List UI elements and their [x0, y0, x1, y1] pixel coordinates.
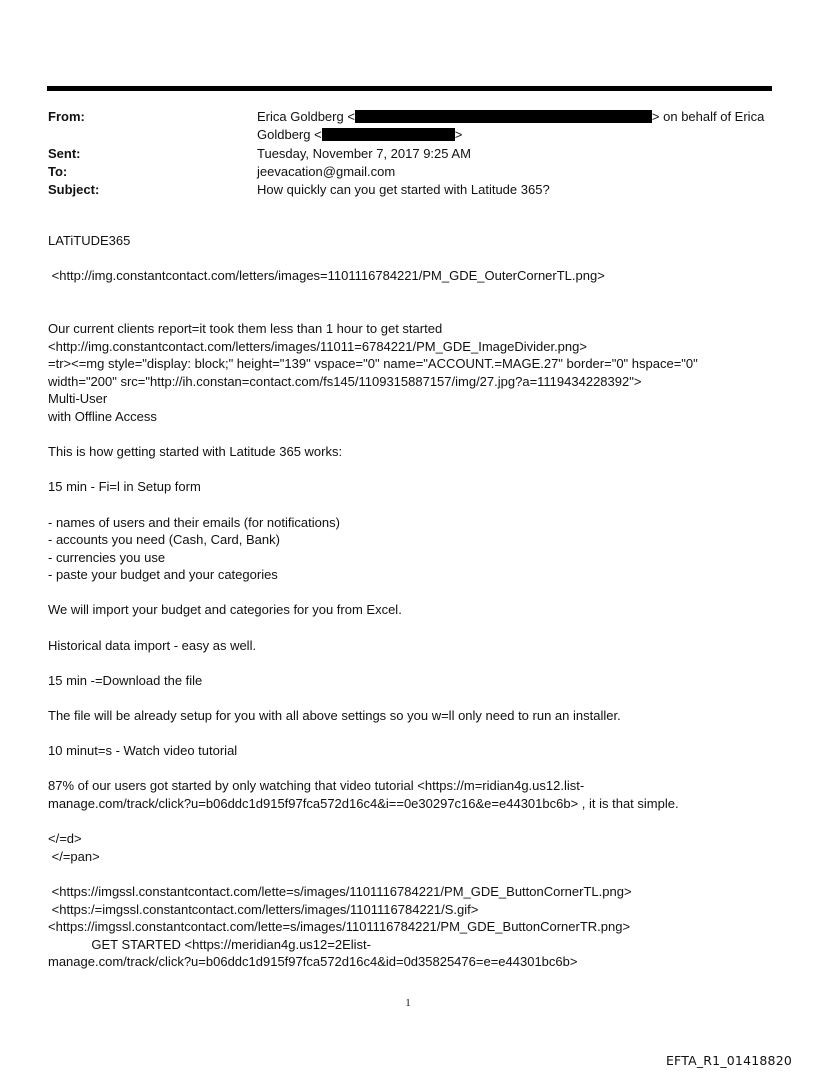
body-line: with Offline Access [48, 408, 157, 424]
brand-line: LATiTUDE365 [48, 233, 131, 248]
image-link-line: <http://img.constantcontact.com/letters/images/11011=6784221/PM_GDE_ImageDivider.png> [48, 338, 587, 354]
list-item: - accounts you need (Cash, Card, Bank) [48, 532, 280, 548]
body-line: manage.com/track/click?u=b06ddc1d915f97fca572d16c4&i==0e30297c16&e=e44301bc6b> , it is that simple. [48, 796, 679, 811]
body-line: width="200" src="http://ih.constan=contact.com/fs145/1109315887157/img/27.jpg?a=1119434228392"> [48, 373, 642, 389]
from-value [257, 108, 764, 126]
sent-value: Tuesday, November 7, 2017 9:25 AM [257, 146, 471, 161]
image-link-line: <https://imgssl.constantcontact.com/lette=s/images/1101116784221/PM_GDE_ButtonCornerTL.png> [48, 883, 632, 899]
from-on-behalf: > on behalf of Erica [651, 109, 765, 124]
to-value: jeevacation@gmail.com [257, 164, 396, 179]
list-item: - paste your budget and your categories [48, 567, 278, 583]
page-number: 1 [405, 997, 411, 1009]
redaction-block [322, 128, 455, 141]
header-divider-rule [47, 86, 772, 91]
image-link-line: <https:/=imgssl.constantcontact.com/letters/images/1101116784221/S.gif> [48, 901, 479, 917]
bates-number: EFTA_R1_01418820 [665, 1053, 792, 1068]
image-link-line: <https://imgssl.constantcontact.com/lette=s/images/1101116784221/PM_GDE_ButtonCornerTR.png> [48, 919, 631, 935]
step-heading: 15 min - Fi=l in Setup form [48, 479, 201, 495]
redaction-block [355, 110, 652, 123]
image-link-line: <http://img.constantcontact.com/letters/images=1101116784221/PM_GDE_OuterCornerTL.png> [48, 268, 605, 284]
body-line: We will import your budget and categories for you from Excel. [48, 602, 402, 618]
body-line: </=d> [48, 831, 82, 847]
body-line: Our current clients report=it took them less than 1 hour to get started [48, 320, 443, 336]
body-line: Historical data import - easy as well. [48, 637, 257, 653]
body-line: Multi-User [48, 391, 108, 407]
from-end: > [454, 127, 463, 142]
step-heading: 15 min -=Download the file [48, 672, 203, 688]
step-heading: 10 minut=s - Watch video tutorial [48, 743, 238, 759]
list-item: - names of users and their emails (for notifications) [48, 514, 340, 530]
body-line: manage.com/track/click?u=b06ddc1d915f97fca572d16c4&id=0d35825476=e=e44301bc6b> [48, 954, 578, 970]
list-item: - currencies you use [48, 549, 166, 565]
body-line: =tr><=mg style="display: block;" height="139" vspace="0" name="ACCOUNT.=MAGE.27" border="0" hspace="0" [48, 356, 698, 372]
from-label: From: [48, 109, 85, 124]
subject-label: Subject: [48, 182, 100, 197]
subject-value: How quickly can you get started with Latitude 365? [257, 182, 550, 197]
body-line: The file will be already setup for you with all above settings so you w=ll only need to run an installer. [48, 708, 621, 724]
email-body [48, 232, 778, 971]
from-name-2: Goldberg < [257, 127, 322, 142]
cta-line: GET STARTED <https://meridian4g.us12=2Elist- [48, 936, 371, 952]
to-label: To: [48, 164, 68, 179]
body-line: 87% of our users got started by only watching that video tutorial <https://m=ridian4g.us12.list- [48, 778, 585, 794]
body-line: </=pan> [48, 848, 100, 864]
from-name: Erica Goldberg < [257, 109, 355, 124]
sent-label: Sent: [48, 146, 81, 161]
from-value-continued [257, 126, 462, 144]
body-line: This is how getting started with Latitude 365 works: [48, 444, 343, 460]
